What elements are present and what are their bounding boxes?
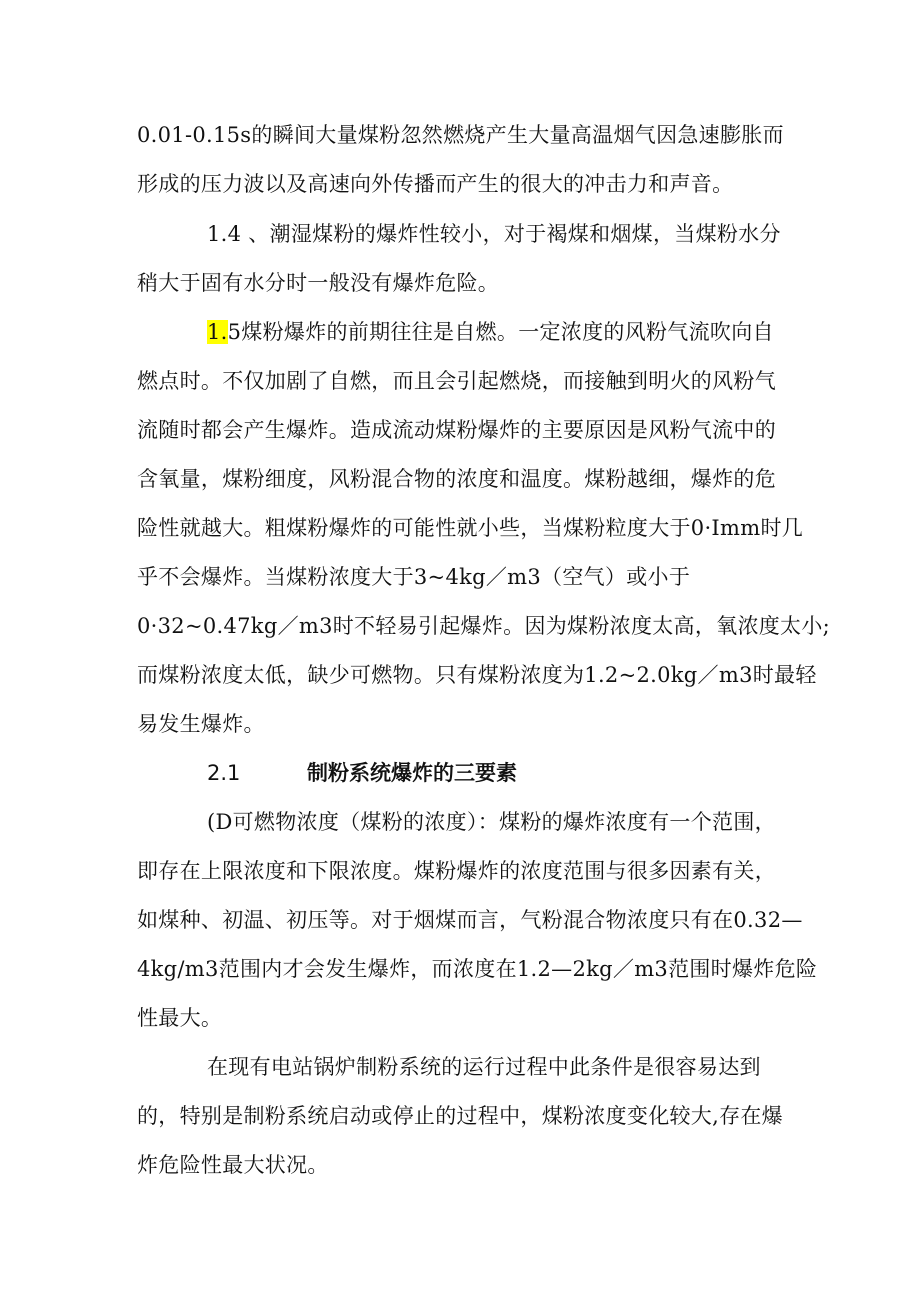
para-1-5-line-7: 0·32~0.47kg／m3时不轻易引起爆炸。因为煤粉浓度太高，氧浓度太小; [137,614,831,638]
intro-line-1: 0.01-0.15s的瞬间大量煤粉忽然燃烧产生大量高温烟气因急速膨胀而 [137,123,784,147]
section-heading-2-1 [207,761,517,785]
para-1-5-line-6: 乎不会爆炸。当煤粉浓度大于3~4kg／m3（空气）或小于 [137,565,691,589]
para-last-line-1: 在现有电站锅炉制粉系统的运行过程中此条件是很容易达到 [207,1055,761,1079]
para-d-line-1: (D可燃物浓度（煤粉的浓度）：煤粉的爆炸浓度有一个范围， [207,810,776,834]
intro-line-2: 形成的压力波以及高速向外传播而产生的很大的冲击力和声音。 [137,172,734,196]
para-d-line-5: 性最大。 [137,1006,223,1030]
para-1-5-line-5: 险性就越大。粗煤粉爆炸的可能性就小些，当煤粉粒度大于0·Imm时几 [137,516,804,540]
section-number: 2.1 [207,761,241,785]
highlighted-text: 1. [207,320,228,344]
para-1-5-line-1-rest: 5煤粉爆炸的前期往往是自燃。一定浓度的风粉气流吹向自 [227,320,774,344]
para-1-5-line-2: 燃点时。不仅加剧了自燃，而且会引起燃烧，而接触到明火的风粉气 [137,369,776,393]
para-1-5-line-9: 易发生爆炸。 [137,712,265,736]
para-1-4-line-2: 稍大于固有水分时一般没有爆炸危险。 [137,271,500,295]
para-1-5-line-4: 含氧量，煤粉细度，风粉混合物的浓度和温度。煤粉越细，爆炸的危 [137,467,776,491]
para-1-5-line-8: 而煤粉浓度太低，缺少可燃物。只有煤粉浓度为1.2~2.0kg／m3时最轻 [137,663,817,687]
para-last-line-3: 炸危险性最大状况。 [137,1153,329,1177]
para-d-line-2: 即存在上限浓度和下限浓度。煤粉爆炸的浓度范围与很多因素有关， [137,859,776,883]
para-1-5-line-1 [207,320,774,344]
para-last-line-2: 的，特别是制粉系统启动或停止的过程中，煤粉浓度变化较大,存在爆 [137,1104,783,1128]
section-title: 制粉系统爆炸的三要素 [307,761,517,785]
para-d-line-3: 如煤种、初温、初压等。对于烟煤而言，气粉混合物浓度只有在0.32— [137,908,803,932]
para-d-line-4: 4kg/m3范围内才会发生爆炸，而浓度在1.2—2kg／m3范围时爆炸危险 [137,957,818,981]
para-1-5-line-3: 流随时都会产生爆炸。造成流动煤粉爆炸的主要原因是风粉气流中的 [137,418,776,442]
para-1-4-line-1: 1.4 、潮湿煤粉的爆炸性较小，对于褐煤和烟煤，当煤粉水分 [207,222,781,246]
